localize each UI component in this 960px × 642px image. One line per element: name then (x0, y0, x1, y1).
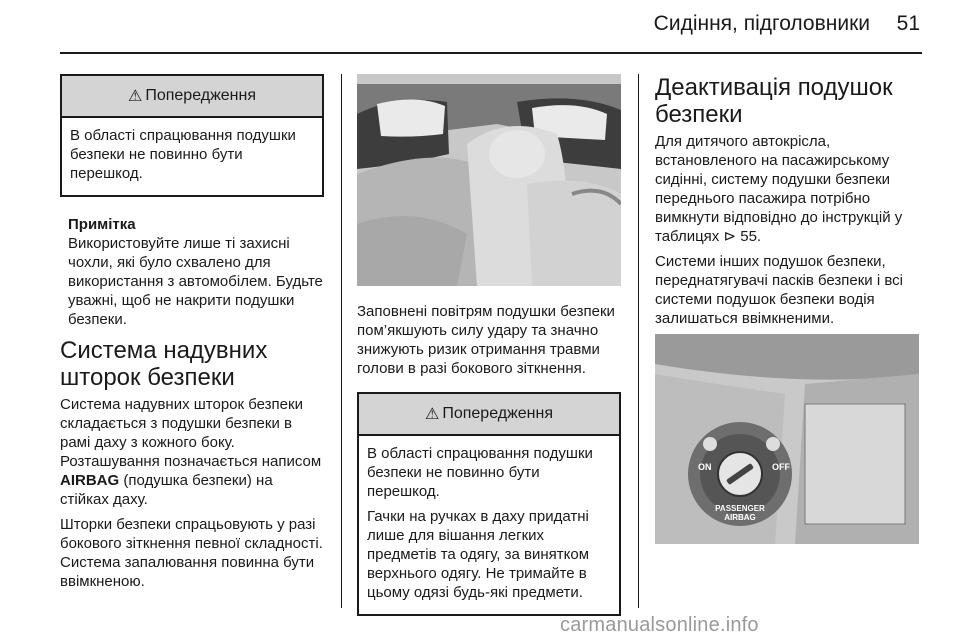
para-text: Система надувних шторок безпеки складається з подушки безпеки в рамі даху з кожного боку. Розташування позначається написом (60, 396, 322, 470)
note-block (68, 215, 324, 329)
illustration-caption: Заповнені повітрям подушки безпеки пом’якшують силу удару та значно знижують ризик отримання травми голови в разі бокового зіткнення. (357, 303, 615, 377)
warning-text: В області спрацювання подушки безпеки не повинно бути перешкод. (70, 127, 296, 182)
car-interior-drawing (357, 74, 621, 286)
warning-header-2 (359, 394, 619, 436)
warning-text-2b: Гачки на ручках в даху придатні лише для вішання легких предметів та одягу, за винятком верхнього одягу. Не тримайте в цьому одязі будь-які предмети. (367, 508, 590, 601)
warning-box-2 (357, 392, 621, 616)
curtain-airbag-illustration (357, 74, 621, 286)
page-header-title: Сидіння, підголовники (653, 12, 870, 35)
note-title: Примітка (68, 216, 136, 233)
warning-text-2a: В області спрацювання подушки безпеки не повинно бути перешкод. (367, 445, 593, 500)
site-watermark: carmanualsonline.info (560, 614, 759, 636)
warning-header (62, 76, 322, 118)
section-title-airbag-deactivation: Деактивація подушок безпеки (655, 74, 893, 128)
curtain-deploy-paragraph: Шторки безпеки спрацьовують у разі бокового зіткнення певної складності. Система запалювання повинна бути ввімкненою. (60, 516, 323, 590)
warning-triangle-icon: ⚠ (424, 406, 440, 423)
switch-on-label: ON (698, 462, 712, 472)
column-divider-right (638, 74, 639, 608)
warning-body (62, 118, 322, 195)
page-reference[interactable]: 55. (740, 228, 762, 245)
warning-triangle-icon: ⚠ (127, 88, 143, 105)
column-3 (655, 74, 923, 544)
warning-title: Попередження (145, 87, 257, 104)
note-text: Використовуйте лише ті захисні чохли, які було схвалено для використання з автомобілем. Будьте уважні, щоб не накрити подушки безпеки. (68, 235, 323, 328)
curtain-airbag-paragraph (60, 395, 324, 509)
column-1 (60, 74, 324, 597)
other-airbags-paragraph: Системи інших подушок безпеки, переднатягувачі пасків безпеки і всі системи подушок безпеки водія залишаться ввімкненими. (655, 253, 903, 327)
header-rule (60, 52, 922, 54)
section-title-curtain-airbags: Система надувних шторок безпеки (60, 337, 268, 391)
column-divider-left (341, 74, 342, 608)
switch-caption-line2: AIRBAG (724, 513, 756, 522)
warning-box (60, 74, 324, 197)
switch-off-label: OFF (772, 462, 790, 472)
warning-body-2 (359, 436, 619, 614)
page-number: 51 (896, 12, 920, 35)
deactivation-paragraph (655, 132, 923, 246)
airbag-label: AIRBAG (60, 472, 120, 489)
airbag-switch-illustration (655, 334, 919, 544)
deactivation-text: Для дитячого автокрісла, встановленого на пасажирському сидінні, систему подушки безпеки переднього пасажира потрібно вимкнути відповідно до інструкцій у таблицях (655, 133, 903, 245)
switch-caption-line1: PASSENGER (715, 504, 765, 513)
column-2 (357, 74, 621, 616)
glovebox-drawing (655, 334, 919, 544)
warning-title-2: Попередження (442, 405, 554, 422)
page-reference-icon: ⊳ (723, 228, 737, 245)
para-text-end: (подушка безпеки) на стійках даху. (60, 472, 273, 508)
